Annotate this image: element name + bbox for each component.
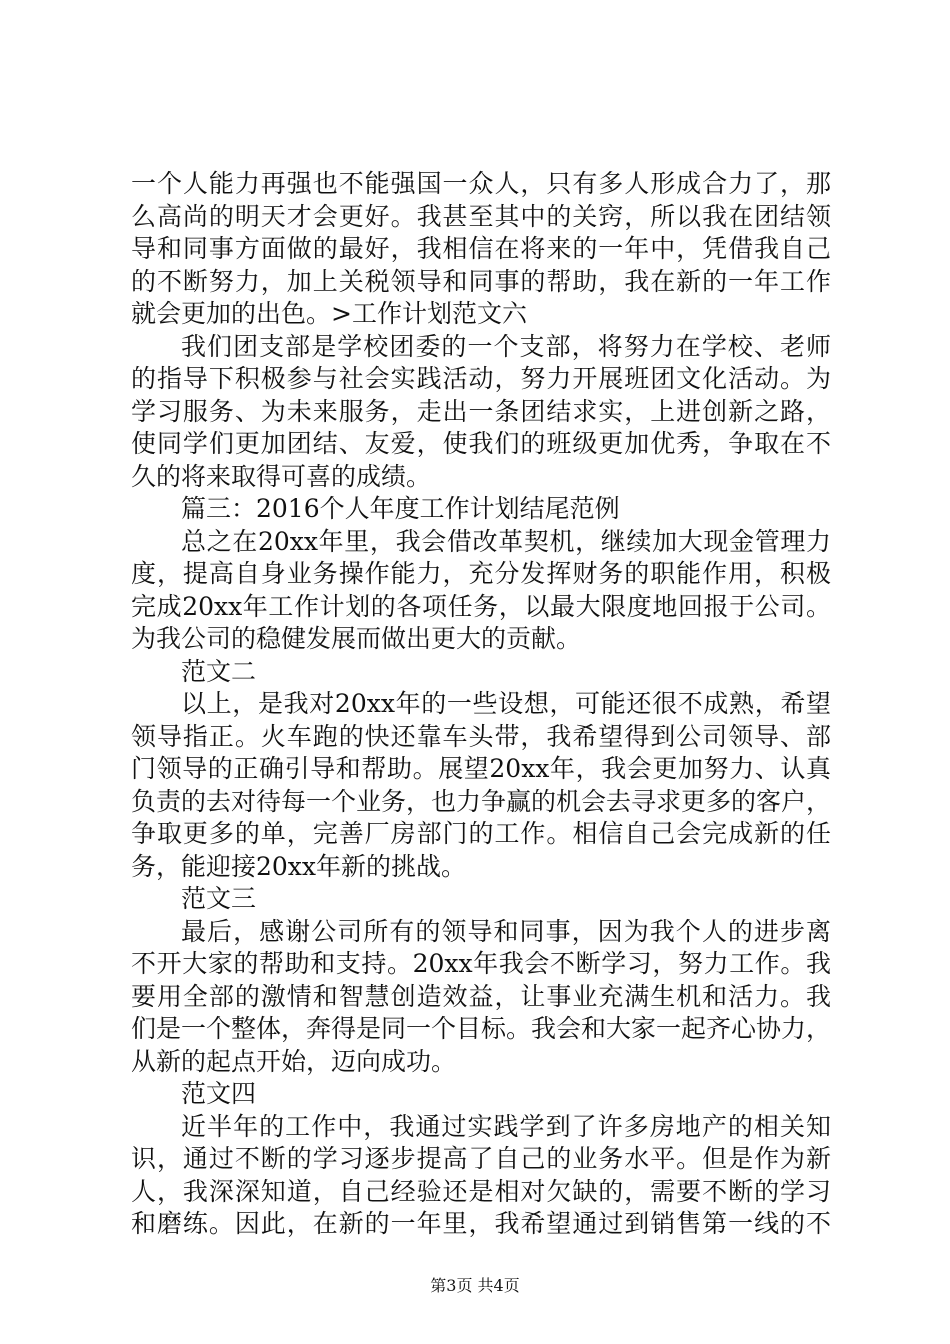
text-line: 范文二 xyxy=(181,656,257,686)
document-body xyxy=(131,168,831,1241)
text-line: 领导指正。火车跑的快还靠车头带，我希望得到公司领导、部 xyxy=(131,721,831,751)
page-footer: 第3页 共4页 xyxy=(430,1276,520,1295)
text-line: 从新的起点开始，迈向成功。 xyxy=(131,1046,457,1076)
text-line: 们是一个整体，奔得是同一个目标。我会和大家一起齐心协力， xyxy=(131,1014,831,1043)
text-line: 最后，感谢公司所有的领导和同事，因为我个人的进步离 xyxy=(181,916,831,946)
text-line: 门领导的正确引导和帮助。展望20xx年，我会更加努力、认真 xyxy=(131,754,831,783)
text-line: 度，提高自身业务操作能力，充分发挥财务的职能作用，积极 xyxy=(131,559,831,588)
text-line: 篇三：2016个人年度工作计划结尾范例 xyxy=(181,494,620,523)
text-line: 我们团支部是学校团委的一个支部，将努力在学校、老师 xyxy=(181,331,831,361)
text-line: 要用全部的激情和智慧创造效益，让事业充满生机和活力。我 xyxy=(131,981,831,1011)
text-line: 识，通过不断的学习逐步提高了自己的业务水平。但是作为新 xyxy=(131,1144,831,1173)
text-line: 为我公司的稳健发展而做出更大的贡献。 xyxy=(131,624,582,653)
text-line: 务，能迎接20xx年新的挑战。 xyxy=(131,851,467,881)
text-line: 争取更多的单，完善厂房部门的工作。相信自己会完成新的任 xyxy=(131,819,831,848)
text-line: 久的将来取得可喜的成绩。 xyxy=(131,461,432,491)
text-line: 近半年的工作中，我通过实践学到了许多房地产的相关知 xyxy=(181,1111,831,1141)
text-line: 就会更加的出色。>工作计划范文六 xyxy=(131,299,527,328)
text-line: 和磨练。因此，在新的一年里，我希望通过到销售第一线的不 xyxy=(131,1209,831,1238)
text-line: 学习服务、为未来服务，走出一条团结求实，上进创新之路， xyxy=(131,396,831,426)
text-line: 导和同事方面做的最好，我相信在将来的一年中，凭借我自己 xyxy=(131,234,831,263)
text-line: 的指导下积极参与社会实践活动，努力开展班团文化活动。为 xyxy=(131,364,831,393)
text-line: 负责的去对待每一个业务，也力争赢的机会去寻求更多的客户， xyxy=(131,786,831,816)
text-line: 人，我深深知道，自己经验还是相对欠缺的，需要不断的学习 xyxy=(131,1176,831,1206)
text-line: 范文四 xyxy=(181,1079,257,1108)
text-line: 使同学们更加团结、友爱，使我们的班级更加优秀，争取在不 xyxy=(131,429,831,458)
text-line: 完成20xx年工作计划的各项任务，以最大限度地回报于公司。 xyxy=(131,591,831,621)
text-line: 以上，是我对20xx年的一些设想，可能还很不成熟，希望 xyxy=(181,689,831,718)
text-line: 么高尚的明天才会更好。我甚至其中的关窍，所以我在团结领 xyxy=(131,201,831,231)
text-line: 一个人能力再强也不能强国一众人，只有多人形成合力了，那 xyxy=(131,169,831,198)
text-line: 不开大家的帮助和支持。20xx年我会不断学习，努力工作。我 xyxy=(131,949,831,978)
text-line: 总之在20xx年里，我会借改革契机，继续加大现金管理力 xyxy=(181,526,831,556)
text-line: 范文三 xyxy=(181,884,257,913)
text-line: 的不断努力，加上关税领导和同事的帮助，我在新的一年工作 xyxy=(131,266,831,296)
